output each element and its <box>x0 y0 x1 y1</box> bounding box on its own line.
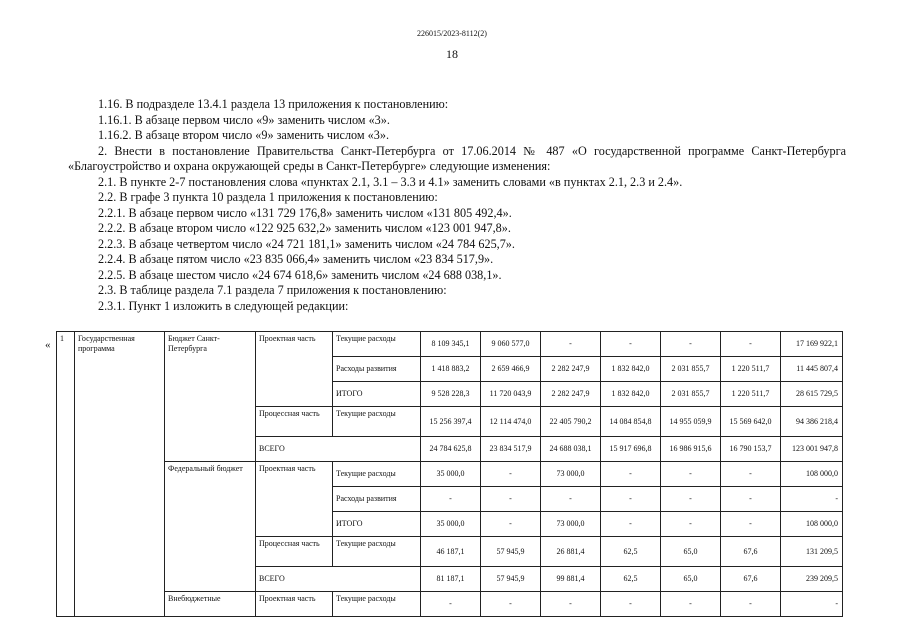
value-cell: 2 282 247,9 <box>541 357 601 382</box>
value-cell: - <box>601 462 661 487</box>
value-cell: 2 282 247,9 <box>541 382 601 407</box>
paragraph: 2.1. В пункте 2-7 постановления слова «пунктах 2.1, 3.1 – 3.3 и 4.1» заменить словами «в пунктах 2.1, 2.3 и 2.4». <box>98 174 683 189</box>
value-cell: 67,6 <box>721 537 781 567</box>
document-code: 226015/2023-8112(2) <box>417 29 487 38</box>
value-cell: 1 832 842,0 <box>601 357 661 382</box>
value-cell: - <box>661 462 721 487</box>
paragraph: 2.2.2. В абзаце втором число «122 925 632,2» заменить числом «123 001 947,8». <box>98 221 511 235</box>
value-cell: - <box>481 592 541 617</box>
value-cell: - <box>421 592 481 617</box>
value-cell: - <box>481 487 541 512</box>
value-cell: - <box>601 512 661 537</box>
total-cell: 17 169 922,1 <box>781 332 843 357</box>
kind-current-cell: Текущие расходы <box>333 592 421 617</box>
value-cell: 9 528 228,3 <box>421 382 481 407</box>
value-cell: - <box>601 592 661 617</box>
kind-development-cell: Расходы развития <box>333 357 421 382</box>
value-cell: 15 569 642,0 <box>721 407 781 437</box>
item-number-cell: 1 <box>57 332 75 617</box>
part-process-cell: Процессная часть <box>256 407 333 437</box>
table-row <box>57 462 843 487</box>
kind-current-cell: Текущие расходы <box>333 332 421 357</box>
paragraph: 2. Внести в постановление Правительства Санкт-Петербурга от 17.06.2014 № 487 «О государственной программе Санкт-Петербурга <box>98 143 846 158</box>
program-name-cell: Государственная программа <box>75 332 165 617</box>
value-cell: - <box>421 487 481 512</box>
value-cell: 2 659 466,9 <box>481 357 541 382</box>
value-cell: 1 220 511,7 <box>721 382 781 407</box>
value-cell: 57 945,9 <box>481 567 541 592</box>
value-cell: 1 418 883,2 <box>421 357 481 382</box>
value-cell: 46 187,1 <box>421 537 481 567</box>
value-cell: - <box>721 592 781 617</box>
source-spb-cell: Бюджет Санкт-Петербурга <box>165 332 256 462</box>
value-cell: 2 031 855,7 <box>661 357 721 382</box>
total-cell: 94 386 218,4 <box>781 407 843 437</box>
kind-subtotal-cell: ИТОГО <box>333 382 421 407</box>
total-cell: 108 000,0 <box>781 462 843 487</box>
value-cell: 2 031 855,7 <box>661 382 721 407</box>
value-cell: 9 060 577,0 <box>481 332 541 357</box>
part-project-cell: Проектная часть <box>256 592 333 617</box>
value-cell: 73 000,0 <box>541 512 601 537</box>
value-cell: - <box>661 512 721 537</box>
kind-total-cell: ВСЕГО <box>256 567 421 592</box>
part-process-cell: Процессная часть <box>256 537 333 567</box>
kind-development-cell: Расходы развития <box>333 487 421 512</box>
total-cell: 28 615 729,5 <box>781 382 843 407</box>
value-cell: 12 114 474,0 <box>481 407 541 437</box>
value-cell: - <box>541 332 601 357</box>
paragraph: 1.16.1. В абзаце первом число «9» заменить числом «3». <box>98 112 390 127</box>
total-cell: 108 000,0 <box>781 512 843 537</box>
value-cell: - <box>721 462 781 487</box>
program-funding-table <box>56 331 843 617</box>
part-project-cell: Проектная часть <box>256 462 333 537</box>
paragraph: «Благоустройство и охрана окружающей среды в Санкт-Петербурге» следующие изменения: <box>68 159 551 173</box>
value-cell: 81 187,1 <box>421 567 481 592</box>
value-cell: 35 000,0 <box>421 462 481 487</box>
value-cell: - <box>721 512 781 537</box>
value-cell: 15 256 397,4 <box>421 407 481 437</box>
paragraph: 2.2.4. В абзаце пятом число «23 835 066,4» заменить числом «23 834 517,9». <box>98 252 494 266</box>
value-cell: - <box>601 487 661 512</box>
total-cell: 131 209,5 <box>781 537 843 567</box>
value-cell: 62,5 <box>601 537 661 567</box>
paragraph: 2.3. В таблице раздела 7.1 раздела 7 приложения к постановлению: <box>98 283 447 297</box>
value-cell: 11 720 043,9 <box>481 382 541 407</box>
total-cell: - <box>781 487 843 512</box>
total-cell: - <box>781 592 843 617</box>
value-cell: 16 790 153,7 <box>721 437 781 462</box>
table-row <box>57 592 843 617</box>
value-cell: 14 955 059,9 <box>661 407 721 437</box>
kind-current-cell: Текущие расходы <box>333 537 421 567</box>
paragraph: 1.16. В подразделе 13.4.1 раздела 13 приложения к постановлению: <box>98 97 449 111</box>
kind-current-cell: Текущие расходы <box>333 407 421 437</box>
value-cell: 23 834 517,9 <box>481 437 541 462</box>
total-cell: 11 445 807,4 <box>781 357 843 382</box>
paragraph: 2.2.3. В абзаце четвертом число «24 721 181,1» заменить числом «24 784 625,7». <box>98 236 515 251</box>
paragraph: 2.2.5. В абзаце шестом число «24 674 618,6» заменить числом «24 688 038,1». <box>98 267 502 282</box>
value-cell: 24 784 625,8 <box>421 437 481 462</box>
value-cell: 1 832 842,0 <box>601 382 661 407</box>
value-cell: - <box>661 487 721 512</box>
value-cell: - <box>661 332 721 357</box>
body-text <box>68 97 846 314</box>
kind-total-cell: ВСЕГО <box>256 437 421 462</box>
value-cell: 99 881,4 <box>541 567 601 592</box>
value-cell: - <box>481 462 541 487</box>
paragraph: 2.2.1. В абзаце первом число «131 729 176,8» заменить числом «131 805 492,4». <box>98 205 512 220</box>
value-cell: 65,0 <box>661 567 721 592</box>
value-cell: 1 220 511,7 <box>721 357 781 382</box>
value-cell: - <box>481 512 541 537</box>
paragraph: 2.2. В графе 3 пункта 10 раздела 1 приложения к постановлению: <box>98 190 438 204</box>
value-cell: - <box>721 332 781 357</box>
table-row <box>57 332 843 357</box>
value-cell: 67,6 <box>721 567 781 592</box>
value-cell: - <box>661 592 721 617</box>
value-cell: 14 084 854,8 <box>601 407 661 437</box>
value-cell: 15 917 696,8 <box>601 437 661 462</box>
value-cell: 73 000,0 <box>541 462 601 487</box>
paragraph: 2.3.1. Пункт 1 изложить в следующей редакции: <box>98 298 349 313</box>
value-cell: - <box>601 332 661 357</box>
page-number: 18 <box>446 47 458 61</box>
kind-current-cell: Текущие расходы <box>333 462 421 487</box>
source-federal-cell: Федеральный бюджет <box>165 462 256 592</box>
part-project-cell: Проектная часть <box>256 332 333 407</box>
value-cell: - <box>721 487 781 512</box>
kind-subtotal-cell: ИТОГО <box>333 512 421 537</box>
value-cell: 22 405 790,2 <box>541 407 601 437</box>
value-cell: 62,5 <box>601 567 661 592</box>
source-extra-cell: Внебюджетные <box>165 592 256 617</box>
value-cell: 16 986 915,6 <box>661 437 721 462</box>
opening-quote: « <box>45 339 51 351</box>
value-cell: 57 945,9 <box>481 537 541 567</box>
value-cell: 8 109 345,1 <box>421 332 481 357</box>
value-cell: 35 000,0 <box>421 512 481 537</box>
value-cell: 24 688 038,1 <box>541 437 601 462</box>
value-cell: - <box>541 487 601 512</box>
value-cell: 65,0 <box>661 537 721 567</box>
total-cell: 123 001 947,8 <box>781 437 843 462</box>
total-cell: 239 209,5 <box>781 567 843 592</box>
paragraph: 1.16.2. В абзаце втором число «9» заменить числом «3». <box>98 128 389 142</box>
value-cell: - <box>541 592 601 617</box>
value-cell: 26 881,4 <box>541 537 601 567</box>
